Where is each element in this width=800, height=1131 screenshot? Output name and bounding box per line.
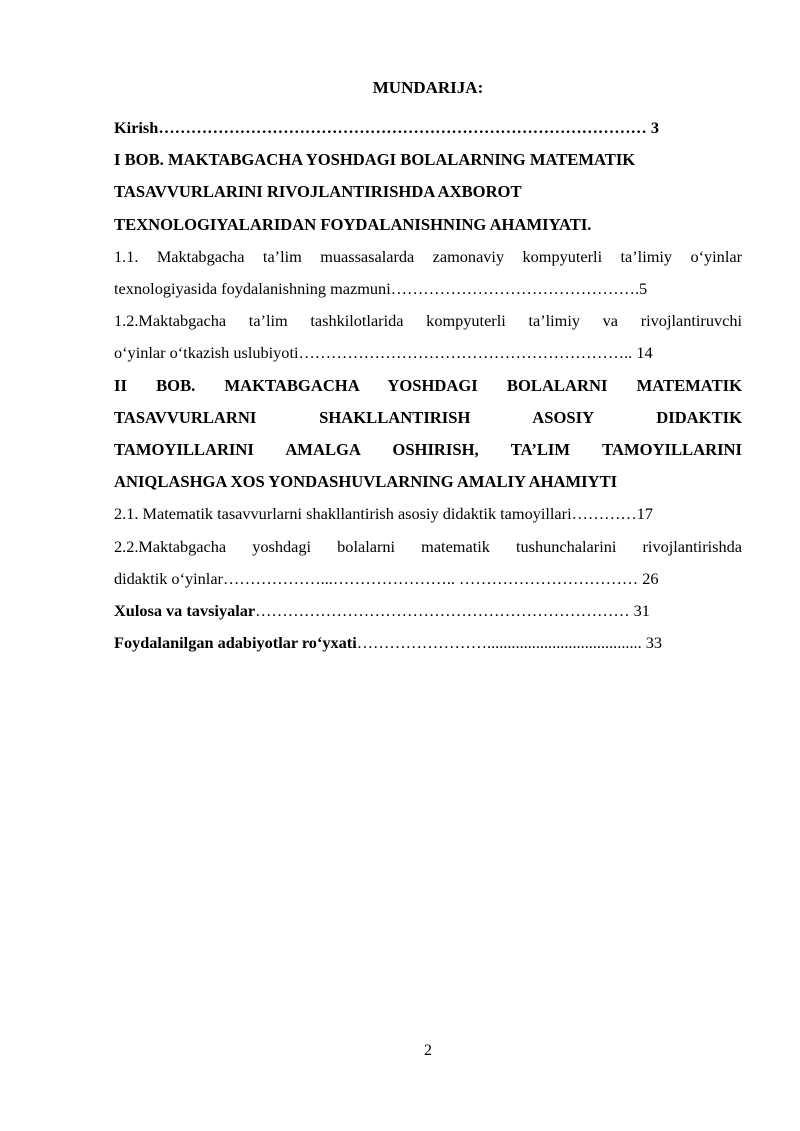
toc-section-2-1	[114, 498, 742, 530]
toc-entry-conclusion	[114, 595, 742, 627]
toc-chapter-2-line-2: TASAVVURLARNI SHAKLLANTIRISH ASOSIY DIDAKTIK	[114, 407, 742, 427]
toc-chapter-1-line-1: I BOB. MAKTABGACHA YOSHDAGI BOLALARNING MATEMATIK	[114, 150, 636, 170]
toc-entry-references	[114, 627, 742, 659]
toc-section-2-2-line-2: didaktik o‘yinlar………………...………………….. …………………………… 26	[114, 568, 659, 588]
toc-chapter-2-line-4: ANIQLASHGA XOS YONDASHUVLARNING AMALIY AHAMIYTI	[114, 472, 618, 492]
toc-entry-intro: Kirish……………………………………………………………………………… 3	[114, 118, 659, 137]
toc-chapter-1-line-3: TEXNOLOGIYALARIDAN FOYDALANISHNING AHAMIYATI.	[114, 214, 592, 234]
toc-section-2-2-line-1: 2.2.Maktabgacha yoshdagi bolalarni matematik tushunchalarini rivojlantirishda	[114, 536, 742, 556]
document-page	[114, 0, 742, 1131]
toc-conclusion-label: Xulosa va tavsiyalar	[114, 601, 256, 621]
toc-conclusion-leader: ……………………………………………………………	[255, 601, 630, 621]
toc-section-1-1	[114, 241, 742, 305]
toc-section-1-1-line-1: 1.1. Maktabgacha ta’lim muassasalarda zamonaviy kompyuterli ta’limiy o‘yinlar	[114, 246, 742, 266]
toc-chapter-1-line-2: TASAVVURLARINI RIVOJLANTIRISHDA AXBOROT	[114, 182, 522, 202]
toc-references-label: Foydalanilgan adabiyotlar ro‘yxati	[114, 633, 357, 653]
toc-section-2-2	[114, 531, 742, 595]
toc-section-1-2-line-1: 1.2.Maktabgacha ta’lim tashkilotlarida kompyuterli ta’limiy va rivojlantiruvchi	[114, 311, 742, 331]
toc-chapter-2	[114, 370, 742, 499]
toc-conclusion-page: 31	[629, 601, 650, 621]
toc-references-leader: ……………………......................................	[356, 633, 642, 653]
table-of-contents	[114, 112, 742, 659]
toc-title: MUNDARIJA:	[372, 78, 484, 97]
toc-chapter-2-line-1: II BOB. MAKTABGACHA YOSHDAGI BOLALARNI MATEMATIK	[114, 375, 742, 395]
page-number: 2	[424, 1042, 432, 1059]
toc-section-1-1-line-2: texnologiyasida foydalanishning mazmuni……………………………………….5	[114, 279, 648, 299]
toc-chapter-2-line-3: TAMOYILLARINI AMALGA OSHIRISH, TA’LIM TAMOYILLARINI	[114, 440, 742, 460]
toc-section-2-1-line-1: 2.1. Matematik tasavvurlarni shakllantirish asosiy didaktik tamoyillari…………17	[114, 504, 653, 524]
toc-references-page: 33	[641, 633, 663, 653]
toc-section-1-2	[114, 305, 742, 369]
toc-chapter-1	[114, 144, 742, 241]
toc-section-1-2-line-2: o‘yinlar o‘tkazish uslubiyoti…………………………………………………….. 14	[114, 343, 653, 363]
